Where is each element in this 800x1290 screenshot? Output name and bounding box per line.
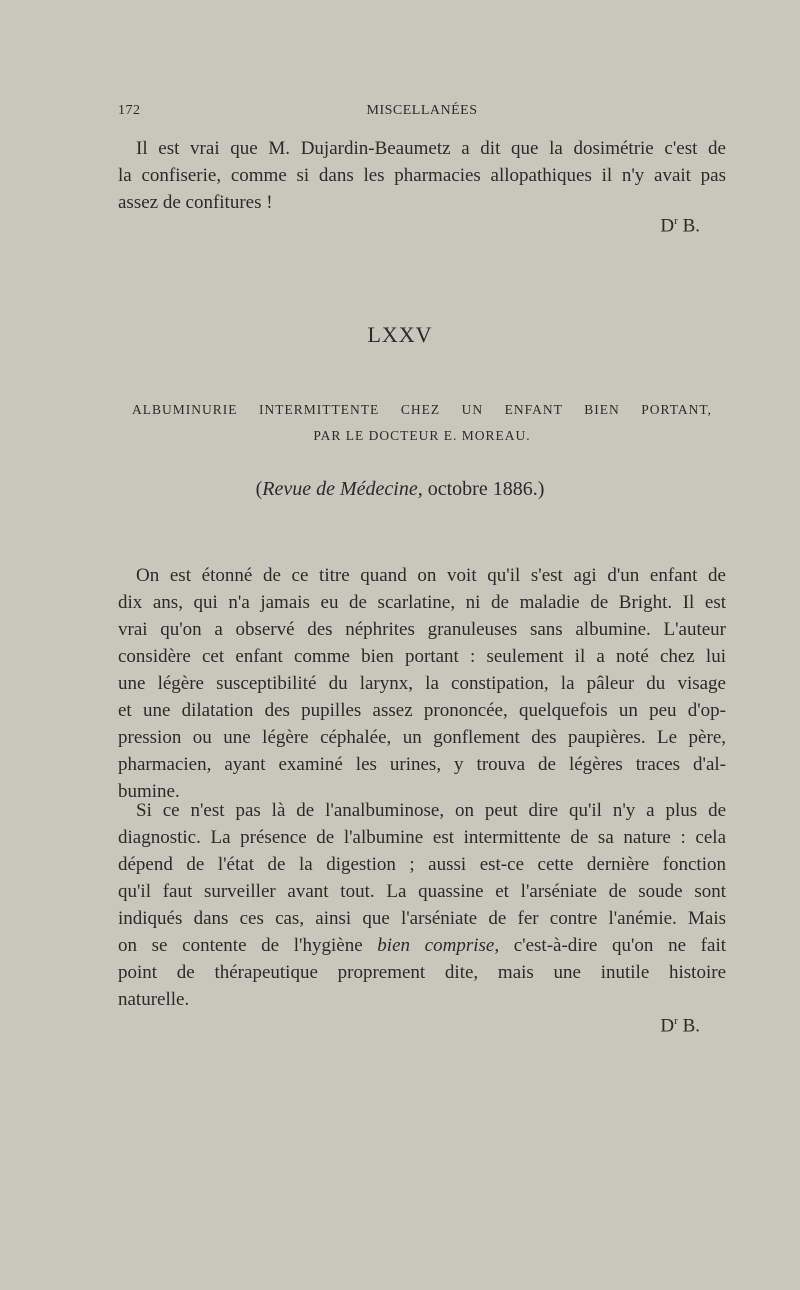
article-title-line-2: PAR LE DOCTEUR E. MOREAU. [313, 428, 531, 443]
text-line: bumine. [118, 781, 180, 802]
text-line: la confiserie, comme si dans les pharmacies allopathiques il n'y avait pas [118, 165, 726, 186]
text-line: pharmacien, ayant examiné les urines, y trouva de légères traces d'al- [118, 754, 726, 775]
text-line: dix ans, qui n'a jamais eu de scarlatine, ni de maladie de Bright. Il est [118, 592, 726, 613]
text-line: dépend de l'état de la digestion ; aussi est-ce cette dernière fonction [118, 854, 726, 875]
prev-article-paragraph [118, 135, 726, 216]
article-signature: $D^r$ B. [660, 1015, 700, 1037]
text-line: Il est vrai que M. Dujardin-Beaumetz a dit que la dosimétrie c'est de [136, 138, 726, 159]
article-title-line-1: ALBUMINURIE INTERMITTENTE CHEZ UN ENFANT BIEN PORTANT, [132, 402, 712, 417]
text-line: et une dilatation des pupilles assez prononcée, quelquefois un peu d'op- [118, 700, 726, 721]
text-line: Si ce n'est pas là de l'analbuminose, on peut dire qu'il n'y a plus de [136, 800, 726, 821]
text-line: On est étonné de ce titre quand on voit qu'il s'est agi d'un enfant de [136, 565, 726, 586]
text-line: une légère susceptibilité du larynx, la constipation, la pâleur du visage [118, 673, 726, 694]
journal-name: Revue de Médecine, [262, 478, 423, 500]
text-line: point de thérapeutique proprement dite, mais une inutile histoire [118, 962, 726, 983]
text-line: indiqués dans ces cas, ainsi que l'arséniate de fer contre l'anémie. Mais [118, 908, 726, 929]
text-line: qu'il faut surveiller avant tout. La quassine et l'arséniate de soude sont [118, 881, 726, 902]
text-line: on se contente de l'hygiène bien comprise, c'est-à-dire qu'on ne fait [118, 935, 726, 956]
prev-article-signature: $D^r$ B. [660, 215, 700, 237]
article-paragraph-1 [118, 562, 726, 805]
text-line: pression ou une légère céphalée, un gonflement des paupières. Le père, [118, 727, 726, 748]
text-line: considère cet enfant comme bien portant : seulement il a noté chez lui [118, 646, 726, 667]
text-line: naturelle. [118, 989, 190, 1010]
article-number: LXXV [367, 322, 433, 347]
text-line: assez de confitures ! [118, 192, 273, 213]
page-number: 172 [118, 103, 141, 118]
text-line: diagnostic. La présence de l'albumine est intermittente de sa nature : cela [118, 827, 726, 848]
article-paragraph-2 [118, 797, 726, 1013]
section-title: MISCELLANÉES [366, 103, 478, 118]
emphasis: bien comprise, [377, 935, 500, 956]
article-source: (Revue de Médecine, octobre 1886.) [255, 478, 545, 500]
text-line: vrai qu'on a observé des néphrites granuleuses sans albumine. L'auteur [118, 619, 726, 640]
running-head [118, 103, 726, 123]
